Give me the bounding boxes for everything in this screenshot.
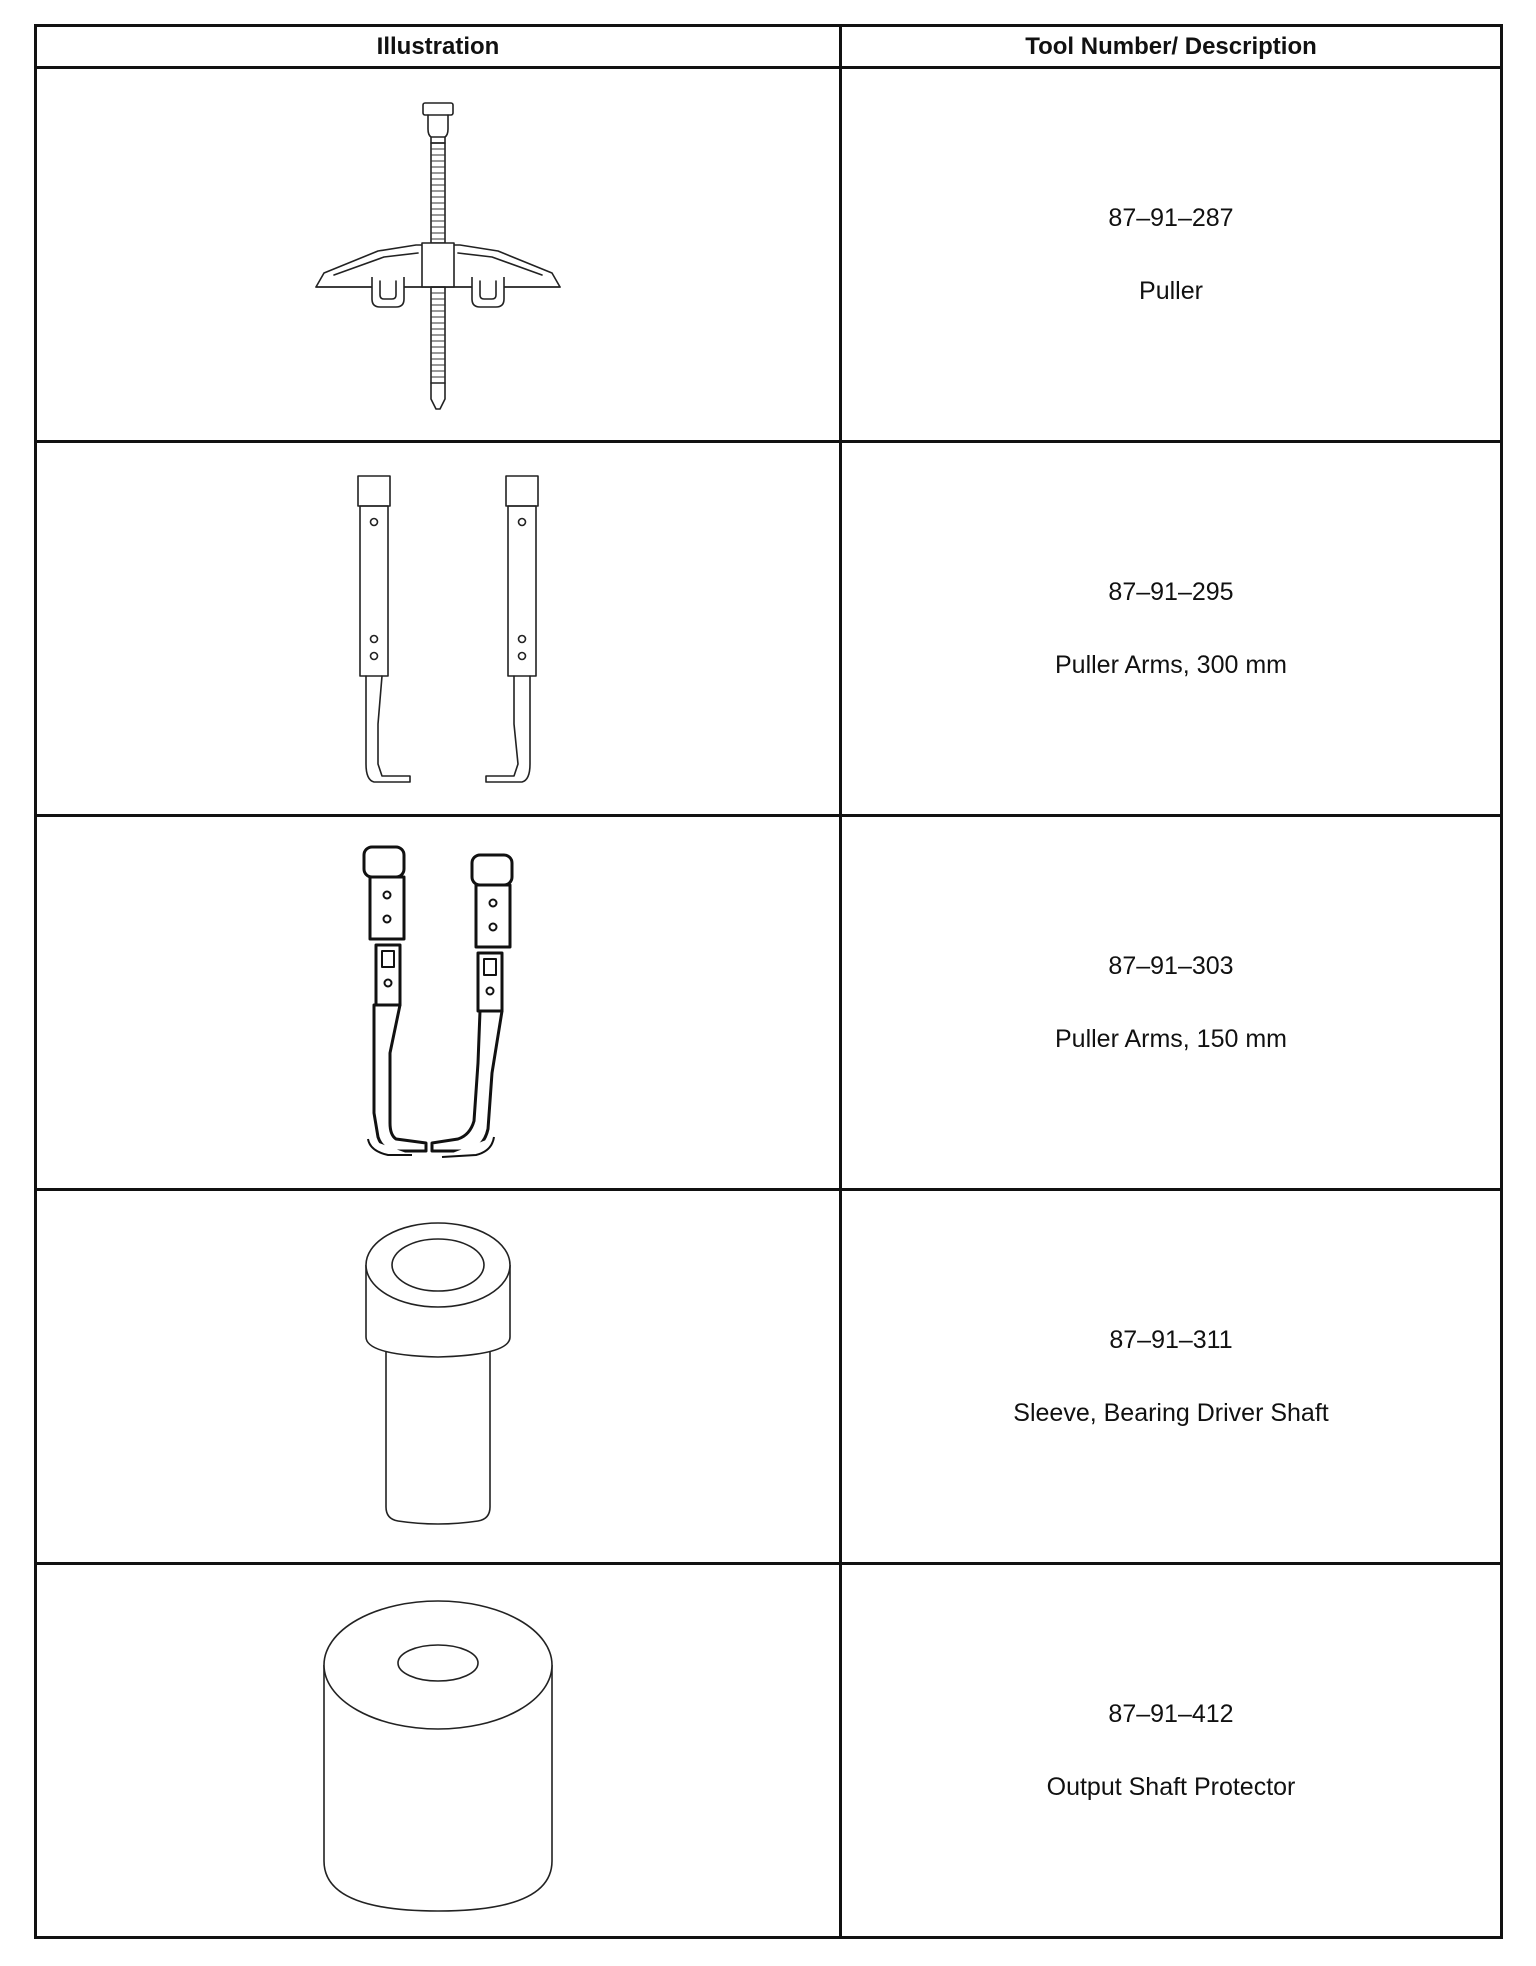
table-row bbox=[36, 68, 1502, 442]
tool-cell bbox=[841, 1190, 1502, 1564]
header-row bbox=[36, 26, 1502, 68]
tool-description: Puller Arms, 150 mm bbox=[1054, 1024, 1287, 1053]
tool-number: 87–91–311 bbox=[1109, 1325, 1233, 1354]
tool-description: Sleeve, Bearing Driver Shaft bbox=[1013, 1398, 1329, 1427]
tool-cell bbox=[841, 1564, 1502, 1938]
tool-cell bbox=[841, 68, 1502, 442]
puller-arms-150mm-icon bbox=[308, 833, 568, 1173]
shaft-protector-icon bbox=[308, 1581, 568, 1921]
illustration-cell bbox=[36, 442, 841, 816]
header-illustration: Illustration bbox=[36, 26, 841, 68]
tool-number: 87–91–412 bbox=[1108, 1699, 1234, 1728]
tool-number: 87–91–295 bbox=[1108, 577, 1234, 606]
table-row bbox=[36, 1564, 1502, 1938]
illustration-cell bbox=[36, 1564, 841, 1938]
tools-table bbox=[34, 24, 1503, 1939]
tool-description: Puller Arms, 300 mm bbox=[1054, 650, 1287, 679]
header-tool-description: Tool Number/ Description bbox=[841, 26, 1502, 68]
tool-description: Puller bbox=[1139, 276, 1203, 305]
tool-cell bbox=[841, 442, 1502, 816]
tool-cell bbox=[841, 816, 1502, 1190]
puller-icon bbox=[288, 95, 588, 415]
illustration-cell bbox=[36, 816, 841, 1190]
illustration-cell bbox=[36, 68, 841, 442]
table-row bbox=[36, 442, 1502, 816]
illustration-cell bbox=[36, 1190, 841, 1564]
tool-number: 87–91–287 bbox=[1108, 203, 1234, 232]
table-row bbox=[36, 1190, 1502, 1564]
table-row bbox=[36, 816, 1502, 1190]
sleeve-icon bbox=[308, 1207, 568, 1547]
tool-number: 87–91–303 bbox=[1108, 951, 1234, 980]
tool-description: Output Shaft Protector bbox=[1046, 1772, 1296, 1801]
puller-arms-300mm-icon bbox=[308, 464, 568, 794]
